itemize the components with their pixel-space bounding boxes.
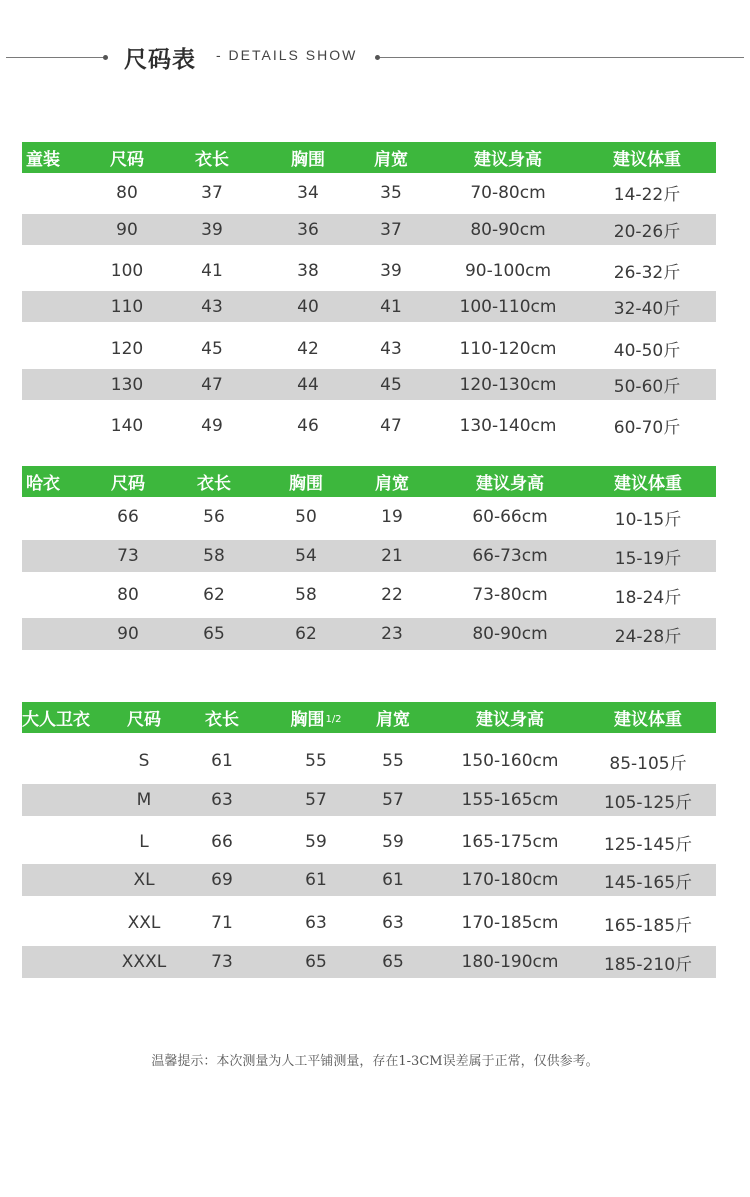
table-cell: 165-185斤: [603, 915, 693, 936]
table-cell: 19: [381, 507, 403, 527]
table-cell: 66: [211, 832, 233, 852]
table-cell: XL: [133, 870, 155, 890]
column-header: 肩宽: [375, 474, 409, 494]
table-cell: 73: [117, 546, 139, 566]
table-cell: 21: [381, 546, 403, 566]
table-cell: 20-26斤: [613, 222, 681, 242]
table-cell: 63: [211, 790, 233, 810]
column-header: 胸围: [291, 150, 325, 170]
table-row: [22, 946, 716, 978]
column-header: 衣长: [205, 710, 239, 730]
table-cell: 70-80cm: [470, 182, 546, 203]
table-cell: 65: [382, 952, 404, 972]
table-row: [22, 784, 716, 816]
table-cell: 55: [382, 751, 404, 771]
table-cell: 43: [201, 296, 223, 317]
table-cell: 65: [203, 624, 225, 644]
table-cell: 80-90cm: [472, 624, 548, 644]
table-cell: 23: [381, 624, 403, 644]
table-cell: 60-70斤: [613, 418, 681, 438]
table-cell: 130: [110, 374, 144, 395]
measurement-note: 温馨提示：本次测量为人工平铺测量，存在1-3CM误差属于正常，仅供参考。: [151, 1054, 599, 1069]
table-cell: 58: [203, 546, 225, 566]
table-cell: 61: [211, 751, 233, 771]
table-row: [22, 291, 716, 322]
column-header: 尺码: [127, 710, 161, 730]
table-cell: 15-19斤: [614, 548, 682, 569]
table-cell: 63: [305, 913, 327, 933]
table-cell: 105-125斤: [603, 792, 693, 813]
table-cell: L: [139, 832, 149, 852]
table-cell: 80-90cm: [470, 219, 546, 240]
table-row: [22, 177, 716, 208]
table-cell: 110-120cm: [459, 338, 557, 359]
table-cell: 50: [295, 507, 317, 527]
table-row: [22, 826, 716, 858]
table-cell: 62: [203, 585, 225, 605]
table-cell: 50-60斤: [613, 377, 681, 397]
column-header: 尺码: [110, 150, 144, 170]
table-cell: 49: [201, 415, 223, 436]
table-cell: 26-32斤: [613, 263, 681, 283]
table-cell: 46: [297, 415, 319, 436]
table-header: [22, 466, 716, 497]
table-cell: 47: [380, 415, 402, 436]
table-cell: 39: [201, 219, 223, 240]
title-rule-right: [380, 57, 744, 58]
column-header: 建议身高: [474, 150, 542, 170]
table-cell: 55: [305, 751, 327, 771]
page-title: 尺码表: [124, 47, 196, 73]
table-cell: 130-140cm: [459, 415, 557, 436]
table-cell: 145-165斤: [603, 872, 693, 893]
column-header: 建议体重: [614, 710, 682, 730]
table-cell: 80: [117, 585, 139, 605]
table-cell: 35: [380, 182, 402, 203]
table-cell: 41: [201, 260, 223, 281]
chest-half-note: 1/2: [325, 714, 342, 725]
column-header: 尺码: [111, 474, 145, 494]
table-cell: 18-24斤: [614, 587, 682, 608]
table-header: [22, 702, 716, 733]
table-cell: 61: [305, 870, 327, 890]
table-cell: 140: [110, 415, 144, 436]
table-cell: 90: [117, 624, 139, 644]
table-cell: 170-180cm: [461, 870, 559, 890]
category-label: 童装: [26, 150, 60, 170]
table-cell: 42: [297, 338, 319, 359]
table-cell: 170-185cm: [461, 913, 559, 933]
table-cell: 54: [295, 546, 317, 566]
table-cell: 22: [381, 585, 403, 605]
table-cell: 165-175cm: [461, 832, 559, 852]
table-cell: 100: [110, 260, 144, 281]
title-rule-left: [6, 57, 104, 58]
table-cell: 60-66cm: [472, 507, 548, 527]
table-cell: 37: [201, 182, 223, 203]
column-header: 肩宽: [376, 710, 410, 730]
table-row: [22, 333, 716, 364]
table-cell: 62: [295, 624, 317, 644]
category-label: 大人卫衣: [22, 710, 90, 730]
table-cell: 65: [305, 952, 327, 972]
table-cell: 36: [297, 219, 319, 240]
column-header: 建议体重: [613, 150, 681, 170]
table-cell: 14-22斤: [613, 185, 681, 205]
table-cell: 120: [110, 338, 144, 359]
table-cell: 39: [380, 260, 402, 281]
table-cell: 66-73cm: [472, 546, 548, 566]
table-cell: 66: [117, 507, 139, 527]
table-cell: S: [138, 751, 150, 771]
table-row: [22, 501, 716, 533]
table-row: [22, 907, 716, 939]
table-row: [22, 745, 716, 777]
table-cell: 69: [211, 870, 233, 890]
table-cell: 37: [380, 219, 402, 240]
table-row: [22, 864, 716, 896]
table-cell: 59: [305, 832, 327, 852]
page-subtitle: - DETAILS SHOW: [216, 47, 358, 63]
table-cell: 57: [382, 790, 404, 810]
table-cell: 56: [203, 507, 225, 527]
column-header: 建议身高: [476, 710, 544, 730]
column-header: 衣长: [195, 150, 229, 170]
table-cell: 57: [305, 790, 327, 810]
table-cell: 180-190cm: [461, 952, 559, 972]
table-cell: 90: [116, 219, 138, 240]
table-cell: 120-130cm: [459, 374, 557, 395]
table-cell: 45: [380, 374, 402, 395]
column-header: 胸围: [289, 474, 323, 494]
table-cell: 38: [297, 260, 319, 281]
table-cell: 73-80cm: [472, 585, 548, 605]
column-header: 肩宽: [374, 150, 408, 170]
table-cell: 125-145斤: [603, 834, 693, 855]
table-row: [22, 579, 716, 611]
table-cell: 59: [382, 832, 404, 852]
column-header: 衣长: [197, 474, 231, 494]
table-cell: 80: [116, 182, 138, 203]
table-cell: 185-210斤: [603, 954, 693, 975]
table-cell: 34: [297, 182, 319, 203]
table-cell: 110: [110, 296, 144, 317]
column-header: 建议体重: [614, 474, 682, 494]
table-cell: 85-105斤: [609, 753, 687, 774]
column-header: 胸围 $^{1/2}$: [290, 710, 342, 730]
title-dot-left: [103, 55, 108, 60]
table-cell: 71: [211, 913, 233, 933]
table-cell: 41: [380, 296, 402, 317]
table-cell: 47: [201, 374, 223, 395]
table-cell: 10-15斤: [614, 509, 682, 530]
table-header: [22, 142, 716, 173]
table-cell: 40-50斤: [613, 341, 681, 361]
table-cell: 90-100cm: [464, 260, 552, 281]
table-row: [22, 410, 716, 441]
table-cell: M: [136, 790, 152, 810]
table-cell: 44: [297, 374, 319, 395]
table-cell: 61: [382, 870, 404, 890]
table-cell: 43: [380, 338, 402, 359]
table-cell: 58: [295, 585, 317, 605]
table-cell: 32-40斤: [613, 299, 681, 319]
column-header: 建议身高: [476, 474, 544, 494]
table-cell: 24-28斤: [614, 626, 682, 647]
table-row: [22, 214, 716, 245]
table-cell: 150-160cm: [461, 751, 559, 771]
table-row: [22, 540, 716, 572]
table-cell: 63: [382, 913, 404, 933]
category-label: 哈衣: [26, 474, 60, 494]
table-cell: 155-165cm: [461, 790, 559, 810]
table-row: [22, 255, 716, 286]
table-cell: 45: [201, 338, 223, 359]
table-cell: XXXL: [121, 952, 167, 972]
table-cell: 40: [297, 296, 319, 317]
table-cell: 73: [211, 952, 233, 972]
table-row: [22, 369, 716, 400]
table-cell: 100-110cm: [459, 296, 557, 317]
table-row: [22, 618, 716, 650]
table-cell: XXL: [127, 913, 161, 933]
